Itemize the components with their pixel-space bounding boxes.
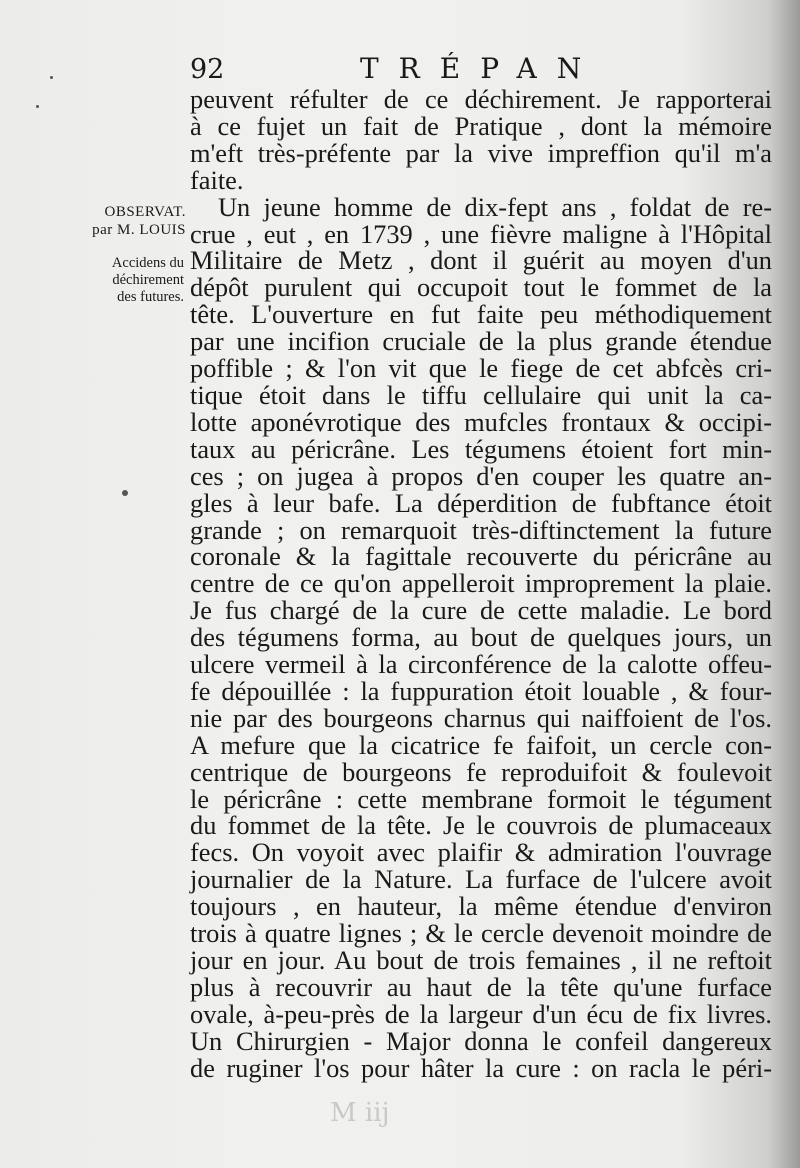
text-line: le péricrâne : cette membrane formoit le tégument [190, 783, 772, 814]
page-header [190, 52, 610, 88]
text-line: taux au péricrâne. Les tégumens étoient fort min- [190, 433, 772, 464]
text-line: plus à recouvrir au haut de la tête qu'une furface [190, 971, 772, 1002]
text-line: poffible ; & l'on vit que le fiege de cet abfcès cri- [190, 353, 772, 384]
signature-mark: M iij [330, 1098, 390, 1128]
text-line: trois à quatre lignes ; & le cercle devenoit moindre de [190, 918, 772, 949]
text-line: dépôt purulent qui occupoit tout le fommet de la [190, 272, 772, 303]
ink-speck [50, 76, 53, 79]
text-line: faite. [190, 164, 244, 195]
text-line: lotte aponévrotique des mufcles frontaux & occipi- [190, 406, 772, 437]
margin-note-line: des futures. [117, 289, 184, 305]
body-text [190, 86, 772, 1082]
text-line: ulcere vermeil à la circonférence de la calotte offeu- [190, 649, 772, 680]
text-line: coronale & la fagittale recouverte du péricrâne au [190, 541, 772, 572]
text-line: ovale, à-peu-près de la largeur d'un écu de fix livres. [190, 998, 772, 1029]
text-line: Un Chirurgien - Major donna le confeil dangereux [190, 1025, 772, 1056]
text-line: fe dépouillée : la fuppuration étoit louable , & four- [190, 675, 772, 706]
margin-note-line: Accidens du [111, 255, 184, 271]
text-line: journalier de la Nature. La furface de l'ulcere avoit [190, 864, 772, 895]
running-title: TRÉPAN [360, 52, 602, 85]
page-number: 92 [190, 54, 225, 85]
text-line: tête. L'ouverture en fut faite peu méthodiquement [190, 299, 772, 330]
margin-note-observation [68, 203, 186, 239]
text-line: du fommet de la tête. Je le couvrois de plumaceaux [190, 810, 772, 841]
margin-note-line: OBSERVAT. [104, 204, 186, 220]
text-line: gles à leur bafe. La déperdition de fubftance étoit [190, 487, 772, 518]
text-line: A mefure que la cicatrice fe faifoit, un cercle con- [190, 729, 772, 760]
text-line: centre de ce qu'on appelleroit improprement la plaie. [190, 568, 772, 599]
text-line: à ce fujet un fait de Pratique , dont la mémoire [190, 110, 772, 141]
text-line: par une incifion cruciale de la plus grande étendue [190, 326, 772, 357]
text-line: tique étoit dans le tiffu cellulaire qui unit la ca- [190, 379, 772, 410]
text-line: grande ; on remarquoit très-diftinctement la future [190, 514, 772, 545]
ink-speck [36, 105, 39, 108]
text-line: de ruginer l'os pour hâter la cure : on racla le péri- [190, 1052, 772, 1083]
text-line: crue , eut , en 1739 , une fièvre maligne à l'Hôpital [190, 218, 772, 249]
text-line: des tégumens forma, au bout de quelques jours, un [190, 622, 772, 653]
text-line: Militaire de Metz , dont il guérit au moyen d'un [190, 245, 772, 276]
margin-note-accidents [66, 255, 184, 306]
text-line: peuvent réfulter de ce déchirement. Je rapporterai [190, 84, 772, 114]
text-line: jour en jour. Au bout de trois femaines , il ne reftoit [190, 945, 772, 975]
margin-note-line: par M. LOUIS [92, 222, 186, 238]
text-line: fecs. On voyoit avec plaifir & admiration l'ouvrage [190, 837, 772, 868]
text-line: centrique de bourgeons fe reproduifoit & foulevoit [190, 756, 772, 787]
text-line: m'eft très-préfente par la vive impreffion qu'il m'a [190, 137, 772, 168]
text-line: Un jeune homme de dix-fept ans , foldat de re- [218, 191, 772, 222]
margin-note-line: déchirement [112, 272, 184, 288]
text-line: ces ; on jugea à propos d'en couper les quatre an- [190, 460, 772, 491]
text-line: toujours , en hauteur, la même étendue d'environ [190, 891, 772, 922]
text-line: Je fus chargé de la cure de cette maladie. Le bord [190, 595, 772, 626]
text-line: nie par des bourgeons charnus qui naiffoient de l'os. [190, 702, 772, 733]
ink-speck [122, 490, 128, 496]
